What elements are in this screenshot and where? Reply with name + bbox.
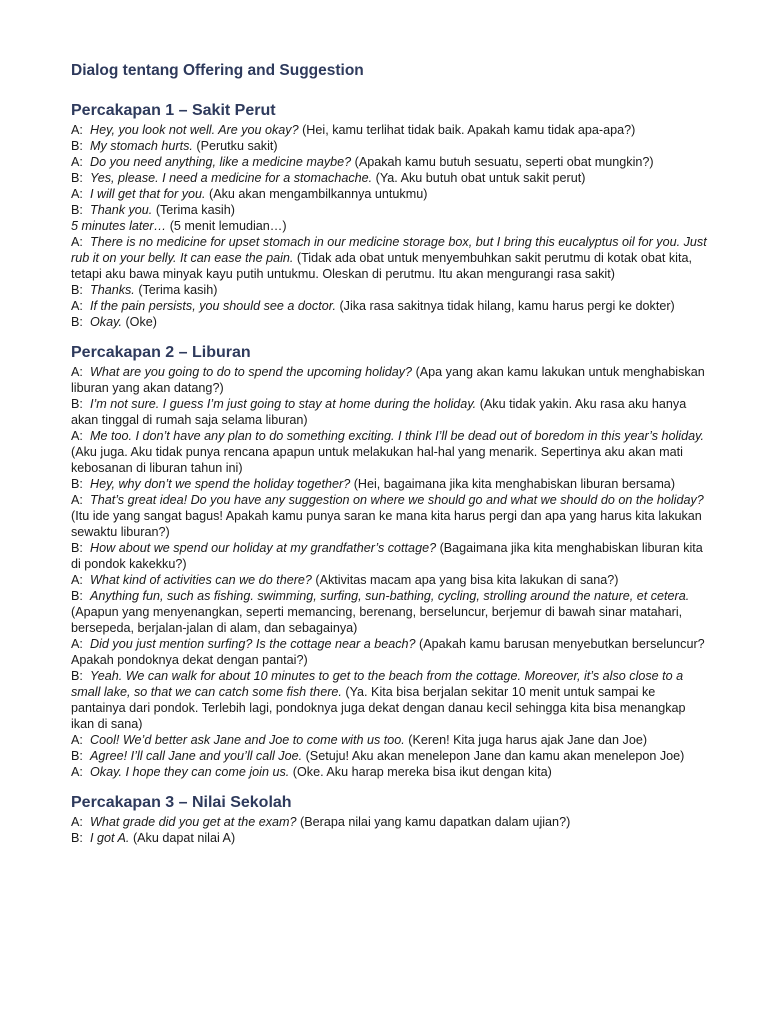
dialog-line: [71, 186, 708, 202]
speaker-label: A:: [71, 637, 83, 651]
english-text: What kind of activities can we do there?: [90, 573, 312, 587]
speaker-label: A:: [71, 493, 83, 507]
dialog-line: [71, 218, 708, 234]
english-text: What are you going to do to spend the upcoming holiday?: [90, 365, 413, 379]
indonesian-translation: (Perutku sakit): [196, 139, 278, 153]
speaker-label: A:: [71, 299, 83, 313]
english-text: I’m not sure. I guess I’m just going to stay at home during the holiday.: [90, 397, 477, 411]
speaker-label: B:: [71, 203, 83, 217]
indonesian-translation: (Apakah kamu butuh sesuatu, seperti obat mungkin?): [354, 155, 654, 169]
indonesian-translation: (Aktivitas macam apa yang bisa kita lakukan di sana?): [315, 573, 619, 587]
indonesian-translation: (Aku juga. Aku tidak punya rencana apapun untuk melakukan hal-hal yang menarik. Sepertinya aku akan mati kebosanan di liburan tahun ini): [71, 445, 683, 475]
dialog-line: [71, 154, 708, 170]
dialog-line: [71, 138, 708, 154]
english-text: Okay. I hope they can come join us.: [90, 765, 290, 779]
english-text: How about we spend our holiday at my grandfather’s cottage?: [90, 541, 437, 555]
indonesian-translation: (Bagaimana jika kita menghabiskan liburan kita di pondok kakekku?): [71, 541, 703, 571]
dialog-line: [71, 396, 708, 428]
english-text: My stomach hurts.: [90, 139, 193, 153]
dialog-line: [71, 428, 708, 476]
speaker-label: A:: [71, 235, 83, 249]
english-text: I got A.: [90, 831, 130, 845]
section-heading: Percakapan 2 – Liburan: [71, 344, 251, 361]
dialog-section: [71, 342, 708, 780]
dialog-line: [71, 234, 708, 282]
english-text: If the pain persists, you should see a doctor.: [90, 299, 336, 313]
speaker-label: A:: [71, 815, 83, 829]
english-text: Yes, please. I need a medicine for a stomachache.: [90, 171, 373, 185]
english-text: What grade did you get at the exam?: [90, 815, 297, 829]
english-text: Do you need anything, like a medicine maybe?: [90, 155, 352, 169]
indonesian-translation: (Oke): [125, 315, 157, 329]
indonesian-translation: (Itu ide yang sangat bagus! Apakah kamu punya saran ke mana kita harus pergi dan apa yang harus kita lakukan sewaktu liburan?): [71, 509, 702, 539]
dialog-line: [71, 170, 708, 186]
dialog-line: [71, 298, 708, 314]
indonesian-translation: (Berapa nilai yang kamu dapatkan dalam ujian?): [300, 815, 571, 829]
dialog-line: [71, 202, 708, 218]
indonesian-translation: (Aku akan mengambilkannya untukmu): [209, 187, 428, 201]
dialog-line: [71, 732, 708, 748]
section-heading: Percakapan 3 – Nilai Sekolah: [71, 794, 292, 811]
indonesian-translation: (Keren! Kita juga harus ajak Jane dan Joe): [408, 733, 648, 747]
indonesian-translation: (Setuju! Aku akan menelepon Jane dan kamu akan menelepon Joe): [305, 749, 685, 763]
speaker-label: B:: [71, 139, 83, 153]
indonesian-translation: (Ya. Kita bisa berjalan sekitar 10 menit untuk sampai ke pantainya dari pondok. Terlebih lagi, pondoknya juga dekat dengan danau kecil sehingga kita bisa menangkap ikan di sana): [71, 685, 686, 731]
speaker-label: B:: [71, 589, 83, 603]
speaker-label: B:: [71, 171, 83, 185]
dialog-line: [71, 572, 708, 588]
speaker-label: A:: [71, 765, 83, 779]
indonesian-translation: (Tidak ada obat untuk menyembuhkan sakit perutmu di kotak obat kita, tetapi aku bawa minyak kayu putih untukmu. Oleskan di perutmu. Itu akan mengurangi rasa sakit): [71, 251, 692, 281]
dialog-line: [71, 540, 708, 572]
dialog-section: [71, 100, 708, 330]
speaker-label: A:: [71, 365, 83, 379]
english-text: Did you just mention surfing? Is the cottage near a beach?: [90, 637, 416, 651]
speaker-label: B:: [71, 749, 83, 763]
dialog-line: [71, 492, 708, 540]
speaker-label: B:: [71, 315, 83, 329]
speaker-label: B:: [71, 477, 83, 491]
dialog-line: [71, 282, 708, 298]
dialog-line: [71, 588, 708, 636]
dialog-line: [71, 122, 708, 138]
speaker-label: A:: [71, 429, 83, 443]
dialog-line: [71, 668, 708, 732]
english-text: 5 minutes later…: [71, 219, 167, 233]
indonesian-translation: (Oke. Aku harap mereka bisa ikut dengan kita): [292, 765, 552, 779]
speaker-label: B:: [71, 541, 83, 555]
indonesian-translation: (Terima kasih): [138, 283, 218, 297]
english-text: There is no medicine for upset stomach in our medicine storage box, but I bring this eucalyptus oil for you. Just rub it on your belly. It can ease the pain.: [71, 235, 707, 265]
english-text: Agree! I’ll call Jane and you’ll call Joe.: [90, 749, 303, 763]
speaker-label: A:: [71, 155, 83, 169]
indonesian-translation: (Apa yang akan kamu lakukan untuk menghabiskan liburan yang akan datang?): [71, 365, 705, 395]
dialog-line: [71, 764, 708, 780]
indonesian-translation: (5 menit lemudian…): [169, 219, 287, 233]
indonesian-translation: (Jika rasa sakitnya tidak hilang, kamu harus pergi ke dokter): [339, 299, 675, 313]
speaker-label: A:: [71, 123, 83, 137]
section-heading: Percakapan 1 – Sakit Perut: [71, 102, 276, 119]
english-text: Me too. I don’t have any plan to do something exciting. I think I’ll be dead out of boredom in this year’s holiday.: [90, 429, 704, 443]
english-text: Hey, you look not well. Are you okay?: [90, 123, 299, 137]
speaker-label: B:: [71, 397, 83, 411]
english-text: Okay.: [90, 315, 122, 329]
indonesian-translation: (Aku tidak yakin. Aku rasa aku hanya akan tinggal di rumah saja selama liburan): [71, 397, 687, 427]
english-text: Thanks.: [90, 283, 135, 297]
indonesian-translation: (Ya. Aku butuh obat untuk sakit perut): [375, 171, 586, 185]
speaker-label: A:: [71, 573, 83, 587]
section-spacer: [71, 780, 708, 792]
dialog-line: [71, 814, 708, 830]
indonesian-translation: (Hei, kamu terlihat tidak baik. Apakah kamu tidak apa-apa?): [302, 123, 636, 137]
speaker-label: B:: [71, 669, 83, 683]
speaker-label: A:: [71, 187, 83, 201]
english-text: Thank you.: [90, 203, 153, 217]
dialog-line: [71, 748, 708, 764]
dialog-section: [71, 792, 708, 846]
dialog-line: [71, 636, 708, 668]
dialog-line: [71, 476, 708, 492]
english-text: Anything fun, such as fishing. swimming, surfing, sun-bathing, cycling, strolling around the nature, et cetera.: [90, 589, 690, 603]
dialog-line: [71, 314, 708, 330]
speaker-label: A:: [71, 733, 83, 747]
english-text: Cool! We’d better ask Jane and Joe to come with us too.: [90, 733, 405, 747]
english-text: I will get that for you.: [90, 187, 206, 201]
indonesian-translation: (Apakah kamu barusan menyebutkan berseluncur? Apakah pondoknya dekat dengan pantai?): [71, 637, 705, 667]
sections-container: [71, 100, 708, 846]
document-title: Dialog tentang Offering and Suggestion: [71, 62, 364, 79]
english-text: Yeah. We can walk for about 10 minutes to get to the beach from the cottage. Moreover, it’s also close to a small lake, so that we can catch some fish there.: [71, 669, 684, 699]
english-text: Hey, why don’t we spend the holiday together?: [90, 477, 351, 491]
indonesian-translation: (Terima kasih): [155, 203, 235, 217]
indonesian-translation: (Aku dapat nilai A): [132, 831, 236, 845]
indonesian-translation: (Hei, bagaimana jika kita menghabiskan liburan bersama): [353, 477, 676, 491]
indonesian-translation: (Apapun yang menyenangkan, seperti memancing, berenang, berseluncur, berjemur di bawah sinar matahari, bersepeda, berjalan-jalan di alam, dan sebagainya): [71, 605, 683, 635]
dialog-line: [71, 364, 708, 396]
english-text: That’s great idea! Do you have any suggestion on where we should go and what we should do on the holiday?: [90, 493, 704, 507]
speaker-label: B:: [71, 831, 83, 845]
section-spacer: [71, 330, 708, 342]
dialog-line: [71, 830, 708, 846]
speaker-label: B:: [71, 283, 83, 297]
